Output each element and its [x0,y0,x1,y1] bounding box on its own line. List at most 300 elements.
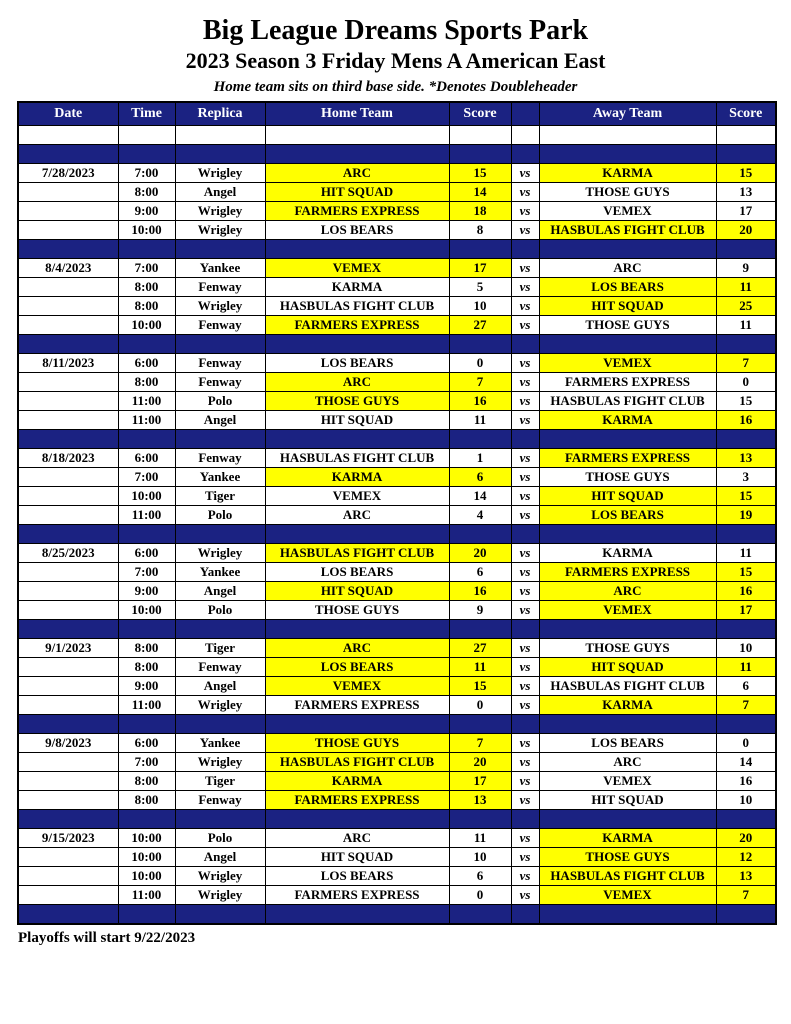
game-row [18,316,776,335]
separator-cell [265,430,449,449]
vs-cell: vs [511,639,539,658]
vs-cell: vs [511,202,539,221]
blank-cell [449,126,511,145]
page-title: Big League Dreams Sports Park [202,15,589,46]
away-score-cell: 7 [716,886,776,905]
game-row [18,259,776,278]
replica-cell: Fenway [175,658,265,677]
replica-cell: Wrigley [175,297,265,316]
replica-cell: Yankee [175,563,265,582]
vs-cell: vs [511,867,539,886]
separator-cell [449,335,511,354]
date-cell [18,297,118,316]
separator-cell [511,715,539,734]
away-team-cell: HASBULAS FIGHT CLUB [539,677,716,696]
separator-cell [716,240,776,259]
separator-cell [18,430,118,449]
replica-cell: Fenway [175,316,265,335]
group-separator-row [18,145,776,164]
separator-cell [511,810,539,829]
blank-cell [175,126,265,145]
replica-cell: Tiger [175,487,265,506]
away-team-cell: HASBULAS FIGHT CLUB [539,221,716,240]
home-score-cell: 13 [449,791,511,810]
home-score-cell: 16 [449,392,511,411]
separator-cell [175,240,265,259]
game-row [18,297,776,316]
away-team-cell: KARMA [539,696,716,715]
date-cell: 9/1/2023 [18,639,118,658]
home-score-cell: 0 [449,696,511,715]
replica-cell: Polo [175,601,265,620]
separator-cell [118,905,175,925]
column-header-away-team: Away Team [539,102,716,126]
away-score-cell: 7 [716,354,776,373]
away-team-cell: VEMEX [539,772,716,791]
separator-cell [716,905,776,925]
separator-cell [449,810,511,829]
game-row [18,734,776,753]
game-row [18,411,776,430]
replica-cell: Angel [175,848,265,867]
vs-cell: vs [511,791,539,810]
replica-cell: Tiger [175,772,265,791]
date-cell [18,202,118,221]
table-header [18,102,776,126]
vs-cell: vs [511,164,539,183]
game-row [18,582,776,601]
game-row [18,639,776,658]
time-cell: 8:00 [118,791,175,810]
away-team-cell: ARC [539,259,716,278]
away-score-cell: 13 [716,867,776,886]
separator-cell [118,430,175,449]
vs-cell: vs [511,886,539,905]
column-header-time: Time [118,102,175,126]
game-row [18,449,776,468]
away-score-cell: 19 [716,506,776,525]
home-team-cell: HASBULAS FIGHT CLUB [265,297,449,316]
time-cell: 8:00 [118,658,175,677]
home-team-cell: ARC [265,373,449,392]
time-cell: 10:00 [118,829,175,848]
separator-cell [18,905,118,925]
replica-cell: Polo [175,829,265,848]
away-team-cell: HIT SQUAD [539,487,716,506]
separator-cell [449,240,511,259]
vs-cell: vs [511,392,539,411]
home-team-cell: LOS BEARS [265,658,449,677]
time-cell: 8:00 [118,278,175,297]
replica-cell: Wrigley [175,221,265,240]
home-score-cell: 10 [449,297,511,316]
home-score-cell: 15 [449,677,511,696]
home-score-cell: 27 [449,639,511,658]
away-team-cell: VEMEX [539,202,716,221]
replica-cell: Angel [175,582,265,601]
game-row [18,753,776,772]
home-score-cell: 27 [449,316,511,335]
home-score-cell: 0 [449,354,511,373]
time-cell: 6:00 [118,449,175,468]
away-score-cell: 16 [716,772,776,791]
replica-cell: Angel [175,183,265,202]
vs-cell: vs [511,411,539,430]
separator-cell [511,905,539,925]
separator-cell [175,335,265,354]
time-cell: 8:00 [118,639,175,658]
game-row [18,164,776,183]
page-subtitle: 2023 Season 3 Friday Mens A American East [185,48,606,73]
home-score-cell: 11 [449,411,511,430]
separator-cell [265,620,449,639]
date-cell [18,221,118,240]
game-row [18,544,776,563]
date-cell [18,563,118,582]
away-score-cell: 11 [716,544,776,563]
home-score-cell: 17 [449,772,511,791]
replica-cell: Fenway [175,449,265,468]
home-score-cell: 1 [449,449,511,468]
column-header-score-away: Score [716,102,776,126]
separator-cell [175,810,265,829]
away-score-cell: 16 [716,411,776,430]
date-cell [18,278,118,297]
date-cell [18,772,118,791]
blank-cell [265,126,449,145]
away-score-cell: 17 [716,601,776,620]
time-cell: 6:00 [118,354,175,373]
blank-cell [539,126,716,145]
away-team-cell: ARC [539,582,716,601]
separator-cell [265,715,449,734]
vs-cell: vs [511,506,539,525]
replica-cell: Wrigley [175,544,265,563]
date-cell [18,848,118,867]
home-score-cell: 18 [449,202,511,221]
time-cell: 11:00 [118,411,175,430]
home-team-cell: LOS BEARS [265,221,449,240]
time-cell: 10:00 [118,221,175,240]
home-team-cell: FARMERS EXPRESS [265,696,449,715]
home-score-cell: 11 [449,829,511,848]
away-team-cell: LOS BEARS [539,278,716,297]
time-cell: 8:00 [118,297,175,316]
separator-cell [18,145,118,164]
home-team-cell: VEMEX [265,259,449,278]
separator-cell [265,905,449,925]
home-score-cell: 10 [449,848,511,867]
separator-cell [18,240,118,259]
game-row [18,373,776,392]
vs-cell: vs [511,658,539,677]
game-row [18,506,776,525]
away-score-cell: 0 [716,373,776,392]
home-team-cell: FARMERS EXPRESS [265,202,449,221]
away-team-cell: HIT SQUAD [539,791,716,810]
separator-cell [118,145,175,164]
column-header-replica: Replica [175,102,265,126]
separator-cell [539,715,716,734]
away-score-cell: 0 [716,734,776,753]
schedule-table [17,101,777,925]
blank-cell [18,126,118,145]
away-team-cell: VEMEX [539,886,716,905]
home-score-cell: 0 [449,886,511,905]
home-score-cell: 9 [449,601,511,620]
replica-cell: Wrigley [175,202,265,221]
time-cell: 6:00 [118,544,175,563]
time-cell: 10:00 [118,316,175,335]
vs-cell: vs [511,183,539,202]
home-team-cell: HASBULAS FIGHT CLUB [265,753,449,772]
home-team-cell: LOS BEARS [265,563,449,582]
date-cell [18,867,118,886]
separator-cell [265,240,449,259]
separator-cell [511,145,539,164]
vs-cell: vs [511,259,539,278]
home-team-cell: THOSE GUYS [265,392,449,411]
time-cell: 8:00 [118,183,175,202]
away-team-cell: LOS BEARS [539,734,716,753]
home-team-cell: ARC [265,639,449,658]
separator-cell [539,620,716,639]
time-cell: 11:00 [118,392,175,411]
date-cell [18,373,118,392]
separator-cell [511,240,539,259]
game-row [18,468,776,487]
game-row [18,848,776,867]
replica-cell: Angel [175,411,265,430]
separator-cell [449,905,511,925]
vs-cell: vs [511,753,539,772]
replica-cell: Wrigley [175,164,265,183]
time-cell: 8:00 [118,772,175,791]
footer-separator-row [18,905,776,925]
date-cell [18,582,118,601]
replica-cell: Fenway [175,373,265,392]
separator-cell [511,620,539,639]
separator-cell [716,810,776,829]
replica-cell: Wrigley [175,753,265,772]
home-team-cell: HIT SQUAD [265,582,449,601]
away-score-cell: 14 [716,753,776,772]
home-score-cell: 5 [449,278,511,297]
time-cell: 11:00 [118,886,175,905]
home-team-cell: FARMERS EXPRESS [265,791,449,810]
home-team-cell: THOSE GUYS [265,601,449,620]
column-header-date: Date [18,102,118,126]
time-cell: 10:00 [118,487,175,506]
separator-cell [18,525,118,544]
separator-cell [118,620,175,639]
date-cell: 8/11/2023 [18,354,118,373]
replica-cell: Fenway [175,791,265,810]
home-score-cell: 6 [449,867,511,886]
away-team-cell: FARMERS EXPRESS [539,449,716,468]
separator-cell [539,810,716,829]
replica-cell: Yankee [175,259,265,278]
separator-cell [118,525,175,544]
game-row [18,696,776,715]
home-team-cell: FARMERS EXPRESS [265,316,449,335]
separator-cell [539,240,716,259]
home-team-cell: ARC [265,506,449,525]
home-score-cell: 14 [449,183,511,202]
time-cell: 8:00 [118,373,175,392]
replica-cell: Yankee [175,734,265,753]
away-team-cell: THOSE GUYS [539,848,716,867]
separator-cell [18,335,118,354]
away-score-cell: 11 [716,278,776,297]
separator-cell [18,620,118,639]
game-row [18,601,776,620]
away-team-cell: KARMA [539,411,716,430]
date-cell [18,506,118,525]
away-score-cell: 13 [716,183,776,202]
vs-cell: vs [511,297,539,316]
date-cell [18,791,118,810]
separator-cell [175,525,265,544]
game-row [18,202,776,221]
time-cell: 7:00 [118,468,175,487]
home-score-cell: 6 [449,468,511,487]
group-separator-row [18,240,776,259]
time-cell: 7:00 [118,259,175,278]
away-team-cell: KARMA [539,544,716,563]
separator-cell [511,525,539,544]
vs-cell: vs [511,772,539,791]
separator-cell [449,715,511,734]
home-team-cell: HASBULAS FIGHT CLUB [265,544,449,563]
away-score-cell: 15 [716,164,776,183]
away-score-cell: 25 [716,297,776,316]
group-separator-row [18,810,776,829]
replica-cell: Yankee [175,468,265,487]
home-team-cell: ARC [265,164,449,183]
separator-cell [118,715,175,734]
vs-cell: vs [511,468,539,487]
separator-cell [539,430,716,449]
group-separator-row [18,335,776,354]
vs-cell: vs [511,487,539,506]
away-team-cell: VEMEX [539,354,716,373]
vs-cell: vs [511,354,539,373]
away-team-cell: HASBULAS FIGHT CLUB [539,867,716,886]
replica-cell: Wrigley [175,867,265,886]
column-header-score-home: Score [449,102,511,126]
away-score-cell: 11 [716,316,776,335]
separator-cell [265,145,449,164]
away-score-cell: 11 [716,658,776,677]
home-score-cell: 7 [449,373,511,392]
replica-cell: Fenway [175,354,265,373]
group-separator-row [18,715,776,734]
away-score-cell: 15 [716,392,776,411]
group-separator-row [18,430,776,449]
time-cell: 10:00 [118,848,175,867]
header-row [18,102,776,126]
game-row [18,354,776,373]
date-cell [18,753,118,772]
game-row [18,886,776,905]
game-row [18,867,776,886]
date-cell [18,601,118,620]
blank-cell [716,126,776,145]
home-team-note: Home team sits on third base side. *Denotes Doubleheader [213,79,578,95]
away-team-cell: VEMEX [539,601,716,620]
blank-cell [118,126,175,145]
home-team-cell: HIT SQUAD [265,183,449,202]
home-score-cell: 14 [449,487,511,506]
time-cell: 9:00 [118,582,175,601]
separator-cell [18,810,118,829]
away-score-cell: 15 [716,563,776,582]
home-team-cell: VEMEX [265,487,449,506]
playoffs-note: Playoffs will start 9/22/2023 [18,930,196,946]
away-team-cell: LOS BEARS [539,506,716,525]
date-cell: 8/18/2023 [18,449,118,468]
separator-cell [511,335,539,354]
date-cell [18,886,118,905]
home-score-cell: 4 [449,506,511,525]
vs-cell: vs [511,563,539,582]
date-cell: 9/15/2023 [18,829,118,848]
column-header-home-team: Home Team [265,102,449,126]
home-team-cell: THOSE GUYS [265,734,449,753]
home-team-cell: LOS BEARS [265,867,449,886]
home-score-cell: 7 [449,734,511,753]
away-score-cell: 15 [716,487,776,506]
away-score-cell: 20 [716,829,776,848]
blank-row [18,126,776,145]
time-cell: 9:00 [118,202,175,221]
vs-cell: vs [511,582,539,601]
separator-cell [118,335,175,354]
away-team-cell: THOSE GUYS [539,183,716,202]
away-team-cell: HASBULAS FIGHT CLUB [539,392,716,411]
time-cell: 7:00 [118,164,175,183]
time-cell: 9:00 [118,677,175,696]
away-score-cell: 10 [716,639,776,658]
date-cell: 8/4/2023 [18,259,118,278]
date-cell: 7/28/2023 [18,164,118,183]
away-team-cell: KARMA [539,164,716,183]
away-team-cell: KARMA [539,829,716,848]
separator-cell [539,335,716,354]
home-team-cell: KARMA [265,468,449,487]
away-score-cell: 7 [716,696,776,715]
column-header-vs [511,102,539,126]
separator-cell [175,145,265,164]
home-score-cell: 16 [449,582,511,601]
separator-cell [449,145,511,164]
date-cell [18,392,118,411]
home-team-cell: HIT SQUAD [265,848,449,867]
vs-cell: vs [511,544,539,563]
home-score-cell: 8 [449,221,511,240]
date-cell [18,696,118,715]
game-row [18,772,776,791]
game-row [18,183,776,202]
home-score-cell: 17 [449,259,511,278]
vs-cell: vs [511,221,539,240]
time-cell: 11:00 [118,506,175,525]
away-score-cell: 9 [716,259,776,278]
away-team-cell: THOSE GUYS [539,468,716,487]
separator-cell [539,905,716,925]
away-score-cell: 3 [716,468,776,487]
